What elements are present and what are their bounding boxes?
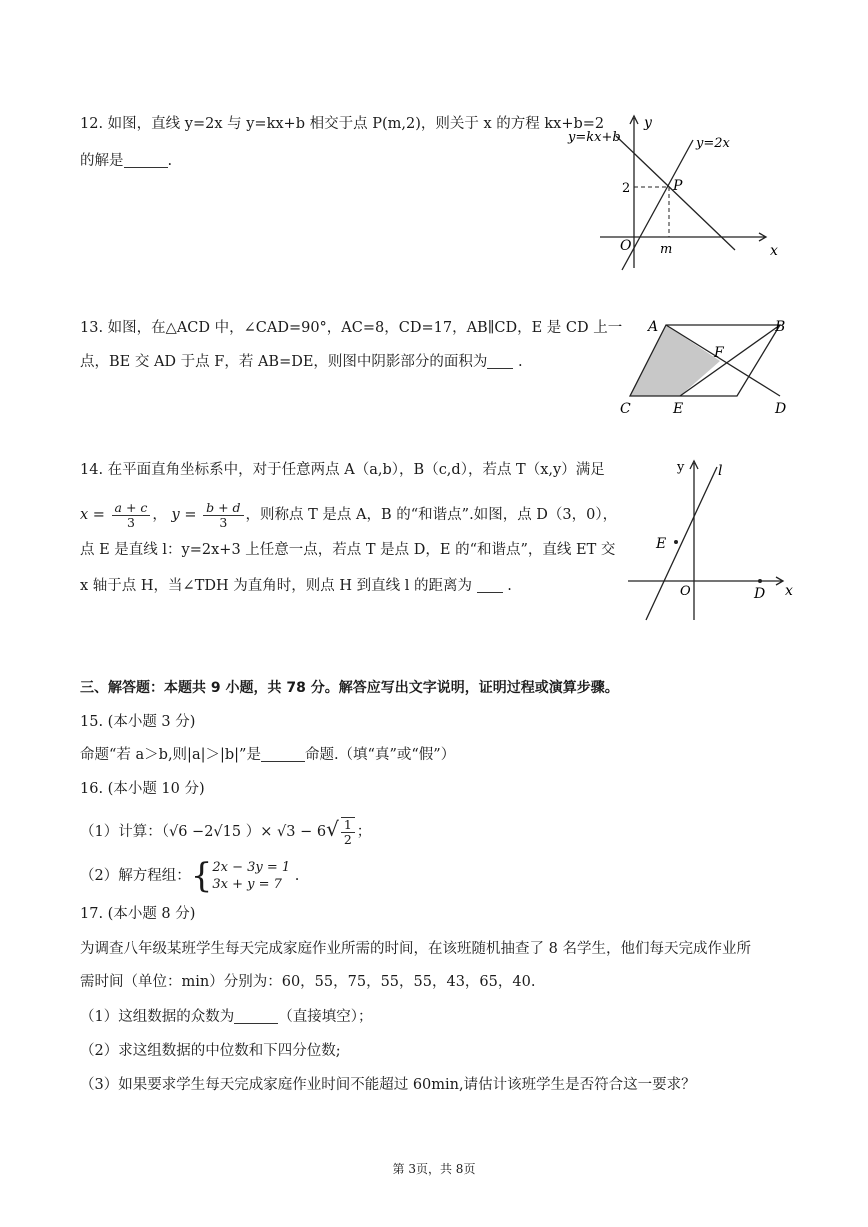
q16-title: 16. (本小题 10 分) bbox=[80, 781, 205, 797]
q17-part2: （2）求这组数据的中位数和下四分位数; bbox=[80, 1043, 341, 1059]
line-kxb-label: y=kx+b bbox=[568, 130, 621, 145]
sqrt-sign: √ bbox=[326, 817, 339, 841]
q16-p1-expr: √6 −2√15 ）× √3 − 6 bbox=[168, 824, 327, 840]
x-axis-label: x bbox=[770, 243, 778, 259]
q13-end: . bbox=[518, 354, 523, 370]
q14-figure bbox=[620, 455, 800, 625]
q13-line2 bbox=[80, 352, 523, 372]
q17-p1-text-a: （1）这组数据的众数为 bbox=[80, 1009, 235, 1025]
root-numerator: 1 bbox=[341, 818, 355, 833]
answer-blank bbox=[261, 747, 305, 762]
q14-line2-text: ，则称点 T 是点 A，B 的“和谐点”.如图，点 D（3，0）， bbox=[245, 507, 618, 523]
y-eq: y = bbox=[171, 507, 197, 523]
q13-text: 点，BE 交 AD 于点 F，若 AB=DE，则图中阴影部分的面积为 bbox=[80, 354, 488, 370]
x-axis-label: x bbox=[785, 583, 793, 599]
label-e: E bbox=[673, 401, 684, 417]
q17-line2: 需时间（单位：min）分别为：60，55，75，55，55，43，65，40. bbox=[80, 974, 536, 990]
label-b: B bbox=[775, 319, 786, 335]
q12-end: . bbox=[167, 153, 173, 169]
q13-figure bbox=[610, 310, 800, 420]
q14-line4 bbox=[80, 576, 512, 596]
tick-2-label: 2 bbox=[622, 181, 631, 196]
q17-part3: （3）如果要求学生每天完成家庭作业时间不能超过 60min,请估计该班学生是否符合这一要求？ bbox=[80, 1077, 696, 1093]
point-e-label: E bbox=[656, 536, 667, 552]
answer-blank bbox=[477, 578, 503, 593]
label-c: C bbox=[620, 401, 631, 417]
tick-m-label: m bbox=[660, 242, 673, 257]
root-fraction bbox=[341, 817, 355, 847]
q12-text: 的解是 bbox=[80, 153, 124, 169]
q16-part2 bbox=[80, 858, 299, 894]
q14-text: x 轴于点 H，当∠TDH 为直角时，则点 H 到直线 l 的距离为 bbox=[80, 578, 472, 594]
q17-title: 17. (本小题 8 分) bbox=[80, 906, 196, 922]
q16-p2-end: . bbox=[294, 868, 300, 884]
label-a: A bbox=[648, 319, 659, 335]
page-footer: 第 3页，共 8页 bbox=[392, 1162, 476, 1176]
x-denominator: 3 bbox=[127, 514, 135, 530]
x-fraction bbox=[112, 501, 151, 530]
q12-line1: 12. 如图，直线 y=2x 与 y=kx+b 相交于点 P(m,2)，则关于 x 的方程 kx+b=2 bbox=[80, 116, 605, 132]
q12-figure bbox=[560, 110, 800, 275]
line-2x-label: y=2x bbox=[696, 136, 730, 151]
section-heading: 三、解答题：本题共 9 小题，共 78 分。解答应写出文字说明，证明过程或演算步骤。 bbox=[80, 680, 619, 696]
q17-line1: 为调查八年级某班学生每天完成家庭作业所需的时间，在该班随机抽查了 8 名学生，他们每天完成作业所 bbox=[80, 941, 751, 957]
answer-blank bbox=[124, 153, 168, 168]
q16-p1-label: （1）计算：（ bbox=[80, 824, 169, 840]
x-numerator: a + c bbox=[112, 501, 151, 516]
answer-blank bbox=[487, 354, 513, 369]
q14-line2: x = $\frac{a + c}{3}$ ， y = $\frac{b + d}{3}$ ，则称点 T 是点 A，B 的“和谐点”.如图，点 D（3，0）， bbox=[80, 499, 618, 530]
equation-1: 2x − 3y = 1 bbox=[212, 860, 291, 875]
origin-label: O bbox=[620, 238, 632, 254]
q14-line1: 14. 在平面直角坐标系中，对于任意两点 A（a,b），B（c,d），若点 T（x,y）满足 bbox=[80, 462, 605, 478]
line-l-label: l bbox=[718, 463, 723, 479]
x-eq: x = bbox=[80, 507, 105, 523]
equation-system bbox=[212, 859, 290, 893]
y-axis-label: y bbox=[677, 460, 685, 475]
system-brace: { bbox=[190, 856, 213, 896]
q12-line2 bbox=[80, 151, 172, 171]
q17-part1 bbox=[80, 1007, 372, 1027]
label-f: F bbox=[714, 345, 724, 361]
q15-title: 15. (本小题 3 分) bbox=[80, 714, 196, 730]
point-p-label: P bbox=[673, 178, 683, 194]
y-numerator: b + d bbox=[203, 501, 243, 516]
answer-blank bbox=[234, 1009, 278, 1024]
q14-end: . bbox=[507, 578, 512, 594]
q13-line1: 13. 如图，在△ACD 中，∠CAD=90°，AC=8，CD=17，AB∥CD，E 是 CD 上一 bbox=[80, 320, 623, 336]
y-axis-label: y bbox=[644, 115, 652, 131]
q14-line3: 点 E 是直线 l：y=2x+3 上任意一点，若点 T 是点 D，E 的“和谐点”，直线 ET 交 bbox=[80, 542, 616, 558]
y-fraction bbox=[203, 501, 243, 530]
root-denominator: 2 bbox=[343, 832, 352, 847]
equation-2: 3x + y = 7 bbox=[212, 877, 282, 892]
origin-label: O bbox=[680, 584, 691, 599]
label-d: D bbox=[775, 401, 787, 417]
y-denominator: 3 bbox=[219, 514, 228, 530]
q16-p1-end: ； bbox=[356, 824, 372, 840]
q16-p2-label: （2）解方程组： bbox=[80, 868, 191, 884]
q16-part1 bbox=[80, 814, 371, 847]
q17-p1-text-b: （直接填空）； bbox=[278, 1009, 373, 1025]
q15-text-a: 命题“若 a＞b,则|a|＞|b|”是 bbox=[80, 747, 261, 763]
q15-body bbox=[80, 745, 455, 765]
point-d-label: D bbox=[754, 586, 766, 602]
q15-text-b: 命题.（填“真”或“假”） bbox=[304, 747, 456, 763]
